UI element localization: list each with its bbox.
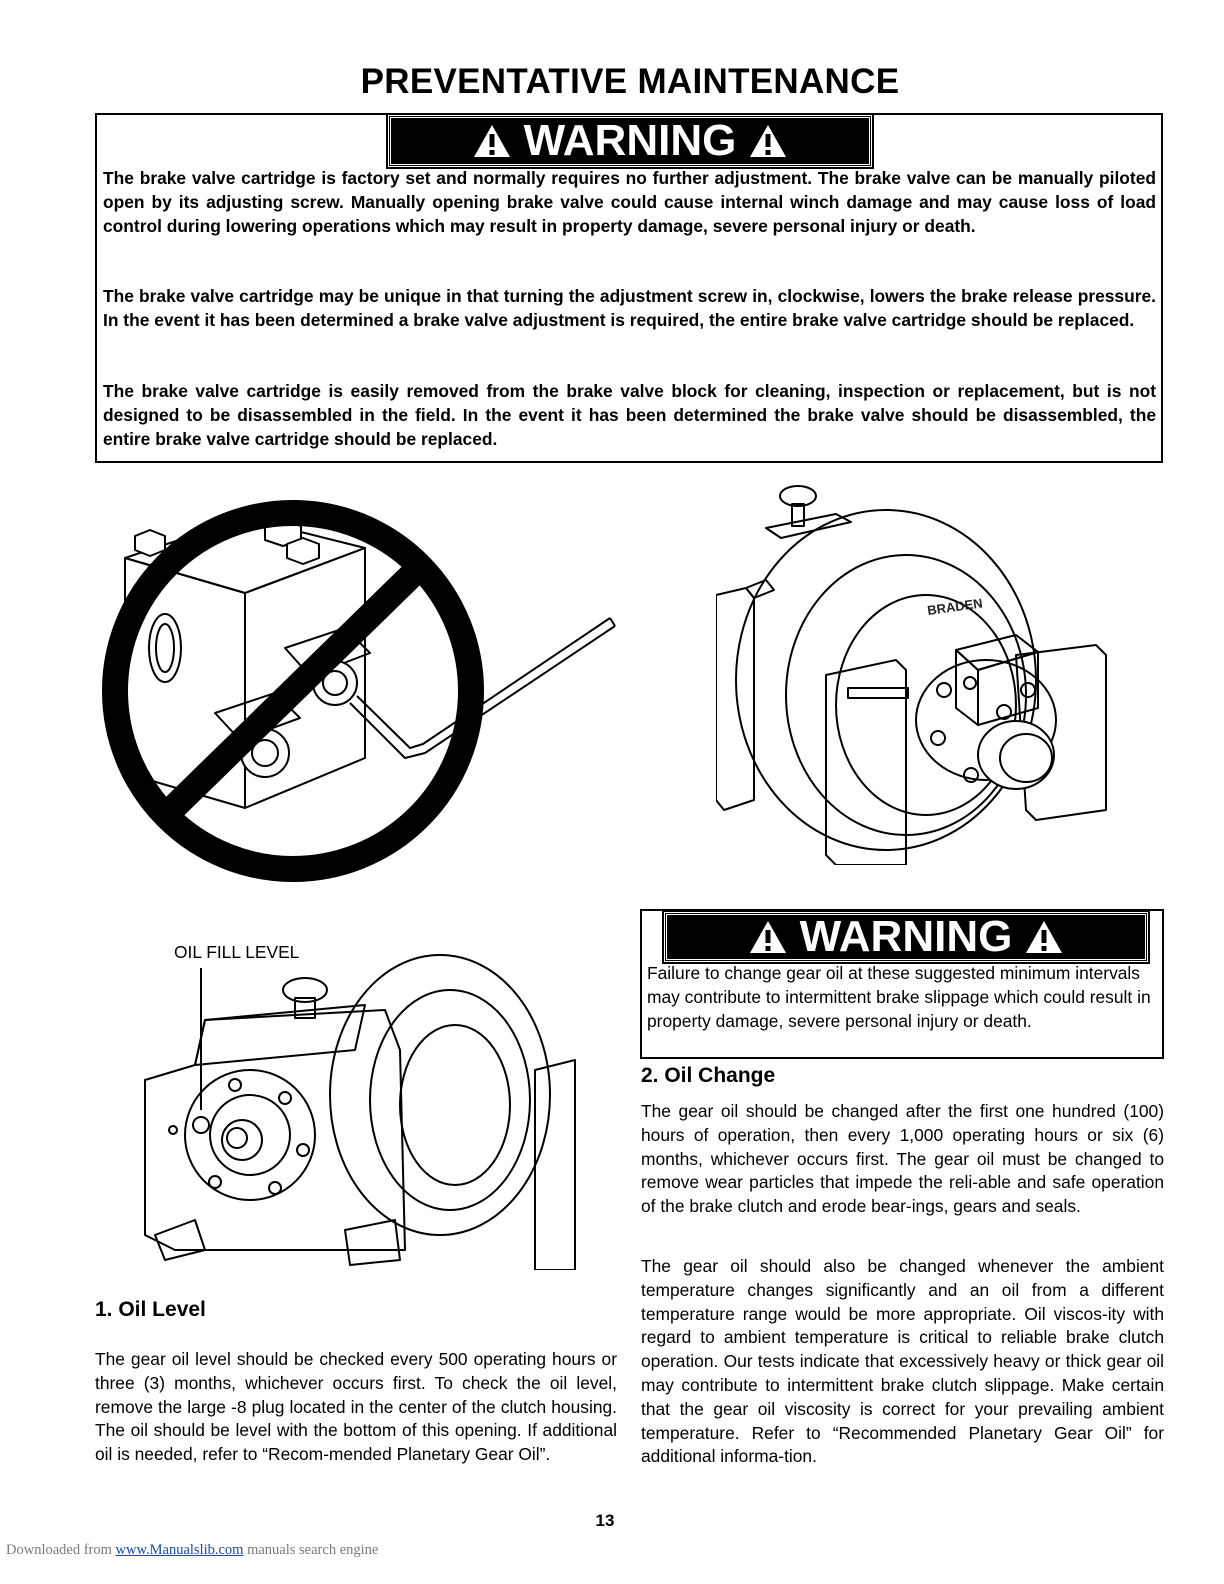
warning-triangle-icon xyxy=(472,123,512,159)
warning-banner xyxy=(664,912,1148,962)
download-footer xyxy=(6,1542,378,1559)
warning-label: WARNING xyxy=(799,912,1013,961)
oil-level-heading: 1. Oil Level xyxy=(95,1298,206,1321)
oil-change-heading: 2. Oil Change xyxy=(641,1064,776,1087)
oil-change-paragraph-1: The gear oil should be changed after the first one hundred (100) hours of operation, then every 1,000 operating hours or six (6) months, whichever occurs first. The gear oil must be changed to remove wear particles that impede the reli-able and safe operation of the brake clutch and erode bear-ings, gears and seals. xyxy=(641,1101,1164,1217)
warning-label: WARNING xyxy=(523,116,737,165)
winch-brake-valve-figure xyxy=(716,480,1126,865)
manualslib-link[interactable]: www.Manualslib.com xyxy=(115,1542,244,1558)
page-title: PREVENTATIVE MAINTENANCE xyxy=(360,62,900,101)
warning-paragraph-1: The brake valve cartridge is factory set and normally requires no further adjustment. The brake valve can be manually piloted open by its adjusting screw. Manually opening brake valve could cause internal winch damage and may cause loss of load control during lowering operations which may result in property damage, severe personal injury or death. xyxy=(103,168,1156,236)
warning-banner xyxy=(388,115,872,167)
oil-change-paragraph-2: The gear oil should also be changed whenever the ambient temperature changes significantly and an oil from a different temperature range would be more appropriate. Oil viscos-ity with regard to ambient temperature is critical to reliable brake clutch operation. Our tests indicate that excessively heavy or thick gear oil may contribute to intermittent brake clutch slippage. Make certain that the gear oil viscosity is correct for your prevailing ambient temperature. Refer to “Recommended Planetary Gear Oil” for additional informa-tion. xyxy=(641,1256,1164,1467)
warning-triangle-icon xyxy=(748,123,788,159)
winch-oil-fill-figure xyxy=(135,950,585,1270)
gear-oil-warning-text: Failure to change gear oil at these suggested minimum intervals may contribute to intermittent brake slippage which could result in property damage, severe personal injury or death. xyxy=(647,963,1151,1031)
oil-level-body: The gear oil level should be checked every 500 operating hours or three (3) months, whichever occurs first. To check the oil level, remove the large -8 plug located in the center of the clutch housing. The oil should be level with the bottom of this opening. If additional oil is needed, refer to “Recom-mended Planetary Gear Oil”. xyxy=(95,1349,617,1465)
footer-prefix: Downloaded from xyxy=(6,1542,116,1558)
page-number: 13 xyxy=(595,1511,615,1530)
warning-triangle-icon xyxy=(1024,919,1064,955)
oil-fill-level-label: OIL FILL LEVEL xyxy=(174,942,300,962)
no-adjust-brake-valve-figure xyxy=(95,478,625,888)
warning-triangle-icon xyxy=(748,919,788,955)
warning-paragraph-2: The brake valve cartridge may be unique in that turning the adjustment screw in, clockwise, lowers the brake release pressure. In the event it has been determined a brake valve adjustment is required, the entire brake valve cartridge should be replaced. xyxy=(103,286,1156,330)
warning-paragraph-3: The brake valve cartridge is easily removed from the brake valve block for cleaning, inspection or replacement, but is not designed to be disassembled in the field. In the event it has been determined the brake valve should be disassembled, the entire brake valve cartridge should be replaced. xyxy=(103,381,1156,449)
winch-brand-label: BRADEN xyxy=(926,595,984,618)
footer-suffix: manuals search engine xyxy=(243,1542,379,1558)
